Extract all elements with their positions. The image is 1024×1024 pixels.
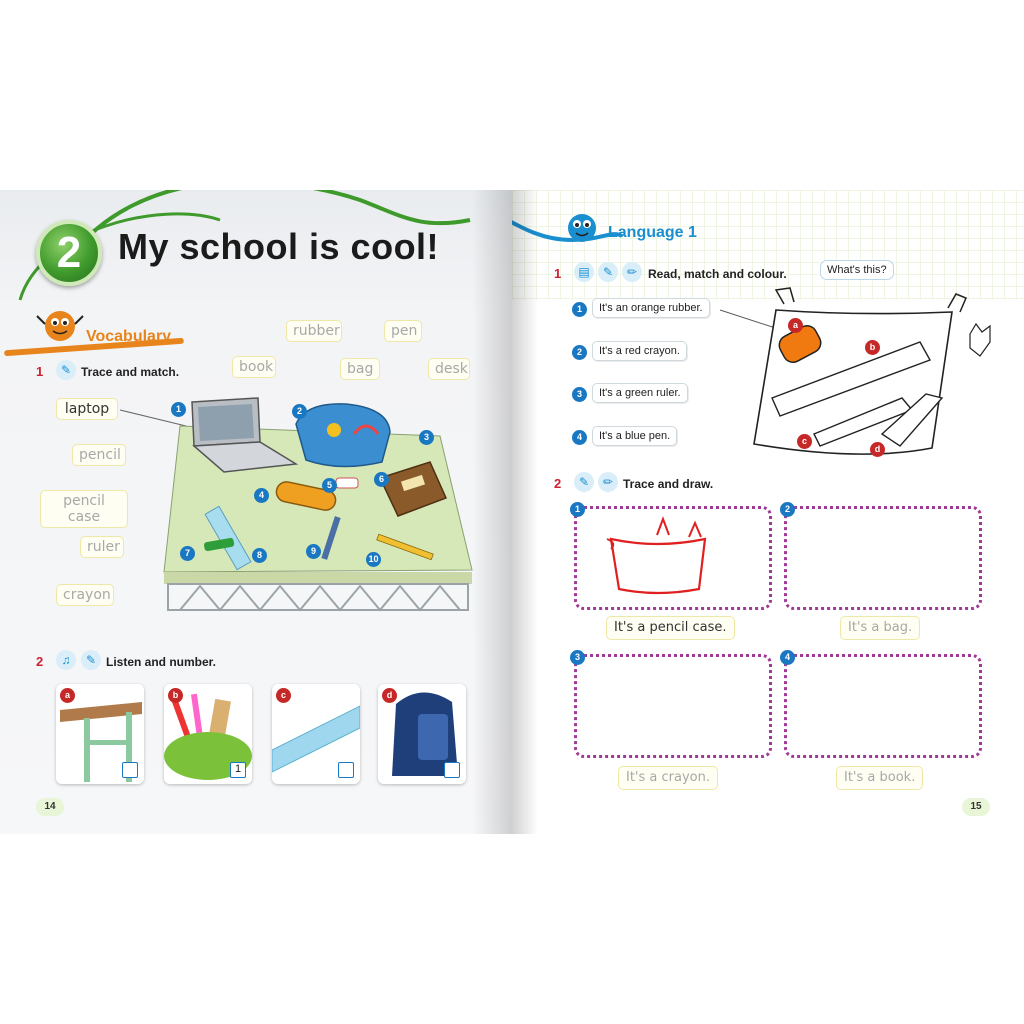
desk-scene-illustration xyxy=(120,390,480,620)
word-pencil[interactable]: pencil xyxy=(72,444,126,466)
crayon-icon: ✏ xyxy=(598,472,618,492)
item-letter-b: b xyxy=(865,340,880,355)
lang-task-1-instruction: Read, match and colour. xyxy=(648,267,787,281)
scene-number-1: 1 xyxy=(171,402,186,417)
rubber-icon xyxy=(336,478,358,488)
sentence-number-3: 3 xyxy=(572,387,587,402)
word-book[interactable]: book xyxy=(232,356,276,378)
caption-1[interactable]: It's a pencil case. xyxy=(606,616,735,640)
scene-number-7: 7 xyxy=(180,546,195,561)
photo-b-answer-box[interactable]: 1 xyxy=(230,762,246,778)
photo-c-ruler xyxy=(272,684,360,784)
word-ruler[interactable]: ruler xyxy=(80,536,124,558)
frame-number-4: 4 xyxy=(780,650,795,665)
photo-b-pencil-case xyxy=(164,684,252,784)
word-pencil-case[interactable]: pencil case xyxy=(40,490,128,528)
frame-number-1: 1 xyxy=(570,502,585,517)
word-laptop[interactable]: laptop xyxy=(56,398,118,420)
pencil-icon: ✎ xyxy=(574,472,594,492)
unit-title: My school is cool! xyxy=(118,226,440,267)
photo-letter-c: c xyxy=(276,688,291,703)
photo-c-answer-box[interactable] xyxy=(338,762,354,778)
scene-number-2: 2 xyxy=(292,404,307,419)
word-desk[interactable]: desk xyxy=(428,358,470,380)
lang-task-2-number: 2 xyxy=(554,476,562,491)
sentence-number-2: 2 xyxy=(572,345,587,360)
photo-letter-a: a xyxy=(60,688,75,703)
photo-d-bag xyxy=(378,684,466,784)
book-icon: ▤ xyxy=(574,262,594,282)
sentence-1: It's an orange rubber. xyxy=(592,298,710,318)
word-rubber[interactable]: rubber xyxy=(286,320,342,342)
keychain-cat-icon xyxy=(970,324,990,356)
photo-a-desk xyxy=(56,684,144,784)
lang-task-1-number: 1 xyxy=(554,266,562,281)
mascot-blue-icon xyxy=(562,208,602,248)
item-letter-c: c xyxy=(797,434,812,449)
pencil-icon: ✎ xyxy=(598,262,618,282)
word-pen[interactable]: pen xyxy=(384,320,422,342)
task-2-number: 2 xyxy=(36,654,44,669)
scene-number-9: 9 xyxy=(306,544,321,559)
caption-4[interactable]: It's a book. xyxy=(836,766,923,790)
crayon-icon: ✏ xyxy=(622,262,642,282)
caption-3[interactable]: It's a crayon. xyxy=(618,766,718,790)
task-1-number: 1 xyxy=(36,364,44,379)
task-2-instruction: Listen and number. xyxy=(106,655,217,669)
pencil-icon: ✎ xyxy=(81,650,101,670)
left-page xyxy=(0,190,512,834)
page-number-left: 14 xyxy=(36,798,64,816)
vocabulary-heading: Vocabulary xyxy=(86,328,172,345)
backpack-icon xyxy=(296,404,390,467)
draw-frame-3[interactable] xyxy=(574,654,772,758)
pencil-case-colouring-illustration xyxy=(720,286,1020,466)
right-gutter-shadow xyxy=(512,190,538,834)
word-bag[interactable]: bag xyxy=(340,358,380,380)
page-number-right: 15 xyxy=(962,798,990,816)
mascot-orange-icon xyxy=(34,302,86,348)
language-heading: Language 1 xyxy=(608,224,697,241)
sentence-number-1: 1 xyxy=(572,302,587,317)
headphones-icon: ♫ xyxy=(56,650,76,670)
draw-frame-1[interactable] xyxy=(574,506,772,610)
caption-2[interactable]: It's a bag. xyxy=(840,616,920,640)
frame-number-3: 3 xyxy=(570,650,585,665)
scene-number-8: 8 xyxy=(252,548,267,563)
photo-letter-d: d xyxy=(382,688,397,703)
word-crayon[interactable]: crayon xyxy=(56,584,114,606)
sentence-number-4: 4 xyxy=(572,430,587,445)
item-letter-d: d xyxy=(870,442,885,457)
sentence-3: It's a green ruler. xyxy=(592,383,688,403)
sentence-2: It's a red crayon. xyxy=(592,341,687,361)
sentence-4: It's a blue pen. xyxy=(592,426,677,446)
pencil-case-drawing-icon xyxy=(577,509,769,607)
book-spread xyxy=(0,190,1024,834)
scene-number-5: 5 xyxy=(322,478,337,493)
photo-letter-b: b xyxy=(168,688,183,703)
scene-number-4: 4 xyxy=(254,488,269,503)
unit-number-badge: 2 xyxy=(36,220,102,286)
lang-task-2-instruction: Trace and draw. xyxy=(623,477,714,491)
scene-number-3: 3 xyxy=(419,430,434,445)
photo-a-answer-box[interactable] xyxy=(122,762,138,778)
speech-bubble: What's this? xyxy=(820,260,894,280)
photo-d-answer-box[interactable] xyxy=(444,762,460,778)
item-letter-a: a xyxy=(788,318,803,333)
frame-number-2: 2 xyxy=(780,502,795,517)
scene-number-10: 10 xyxy=(366,552,381,567)
scene-number-6: 6 xyxy=(374,472,389,487)
draw-frame-2[interactable] xyxy=(784,506,982,610)
task-1-instruction: Trace and match. xyxy=(81,365,180,379)
draw-frame-4[interactable] xyxy=(784,654,982,758)
pencil-icon: ✎ xyxy=(56,360,76,380)
